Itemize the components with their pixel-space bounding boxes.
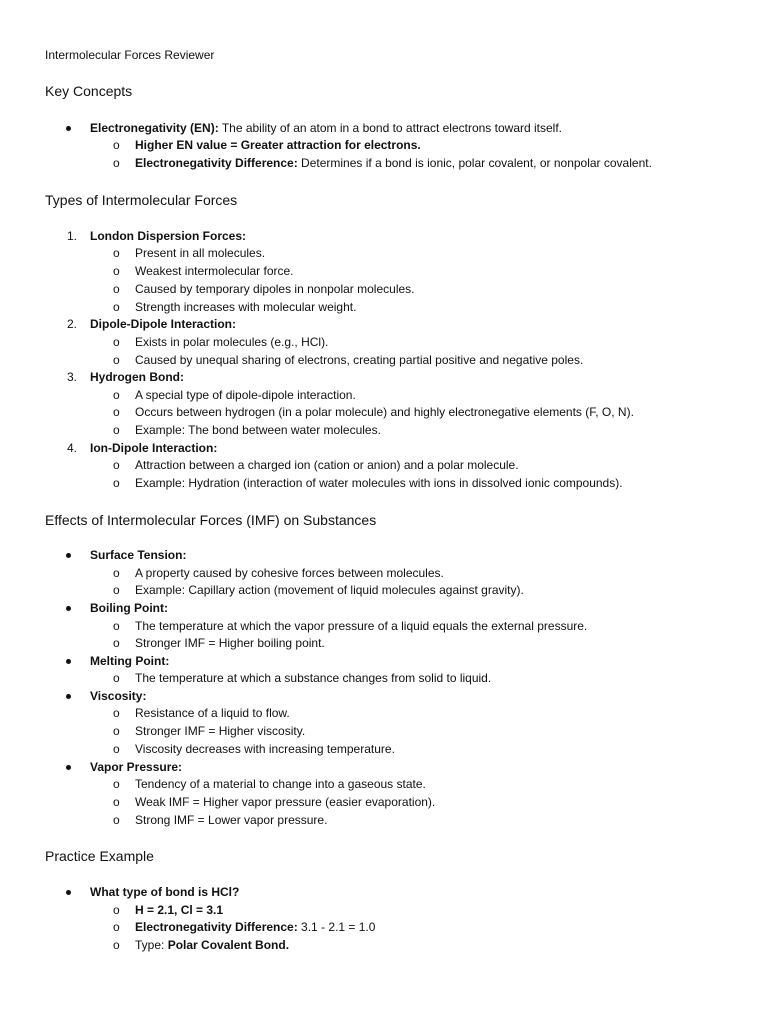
sub-bullet-icon: o [113, 246, 120, 260]
list-item-vapor-pressure: Vapor Pressure: [90, 760, 183, 774]
list-item-surface-tension: Surface Tension: [90, 548, 187, 562]
bullet-icon [66, 765, 71, 770]
list-item: Strong IMF = Lower vapor pressure. [135, 813, 328, 827]
heading-key-concepts: Key Concepts [45, 83, 133, 99]
heading-types-imf: Types of Intermolecular Forces [45, 192, 238, 208]
list-item-en-difference: Electronegativity Difference: Determines if a bond is ionic, polar covalent, or nonpolar covalent. [135, 156, 652, 170]
sub-bullet-icon: o [113, 706, 120, 720]
list-item-higher-en: Higher EN value = Greater attraction for electrons. [135, 138, 421, 152]
list-number: 4. [67, 441, 78, 455]
list-item: Tendency of a material to change into a gaseous state. [135, 777, 426, 791]
sub-bullet-icon: o [113, 777, 120, 791]
list-item: The temperature at which the vapor pressure of a liquid equals the external pressure. [135, 619, 588, 633]
list-item: The temperature at which a substance changes from solid to liquid. [135, 671, 492, 685]
list-item-question: What type of bond is HCl? [90, 885, 240, 899]
list-item-hydrogen-bond: Hydrogen Bond: [90, 370, 184, 384]
list-item: Stronger IMF = Higher boiling point. [135, 636, 325, 650]
list-item: Attraction between a charged ion (cation or anion) and a polar molecule. [135, 458, 519, 472]
document-title: Intermolecular Forces Reviewer [45, 48, 215, 62]
sub-bullet-icon: o [113, 938, 120, 952]
sub-bullet-icon: o [113, 282, 120, 296]
sub-bullet-icon: o [113, 795, 120, 809]
list-item: Strength increases with molecular weight. [135, 300, 357, 314]
bullet-icon [66, 694, 71, 699]
list-item: Resistance of a liquid to flow. [135, 706, 290, 720]
list-item-bond-type: Type: Polar Covalent Bond. [135, 938, 290, 952]
list-item: Caused by temporary dipoles in nonpolar molecules. [135, 282, 415, 296]
sub-bullet-icon: o [113, 583, 120, 597]
list-item-london: London Dispersion Forces: [90, 229, 247, 243]
list-item-en-difference-calc: Electronegativity Difference: 3.1 - 2.1 = 1.0 [135, 920, 376, 934]
sub-bullet-icon: o [113, 920, 120, 934]
list-number: 3. [67, 370, 78, 384]
list-item-dipole-dipole: Dipole-Dipole Interaction: [90, 317, 237, 331]
sub-bullet-icon: o [113, 671, 120, 685]
sub-bullet-icon: o [113, 423, 120, 437]
sub-bullet-icon: o [113, 566, 120, 580]
list-item: Caused by unequal sharing of electrons, creating partial positive and negative poles. [135, 353, 584, 367]
heading-practice-example: Practice Example [45, 848, 154, 864]
list-item: A property caused by cohesive forces between molecules. [135, 566, 444, 580]
list-number: 2. [67, 317, 78, 331]
list-item: Example: Hydration (interaction of water molecules with ions in dissolved ionic compounds). [135, 476, 623, 490]
list-item: Viscosity decreases with increasing temperature. [135, 742, 395, 756]
list-number: 1. [67, 229, 78, 243]
sub-bullet-icon: o [113, 636, 120, 650]
sub-bullet-icon: o [113, 138, 120, 152]
bullet-icon [66, 659, 71, 664]
list-item-en-values: H = 2.1, Cl = 3.1 [135, 903, 224, 917]
sub-bullet-icon: o [113, 813, 120, 827]
sub-bullet-icon: o [113, 300, 120, 314]
list-item-viscosity: Viscosity: [90, 689, 147, 703]
list-item: Stronger IMF = Higher viscosity. [135, 724, 306, 738]
list-item: Weakest intermolecular force. [135, 264, 294, 278]
list-item: Occurs between hydrogen (in a polar molecule) and highly electronegative elements (F, O, N). [135, 405, 634, 419]
list-item: Weak IMF = Higher vapor pressure (easier evaporation). [135, 795, 436, 809]
sub-bullet-icon: o [113, 388, 120, 402]
list-item-electronegativity: Electronegativity (EN): The ability of an atom in a bond to attract electrons toward itself. [90, 121, 562, 135]
list-item: Example: The bond between water molecules. [135, 423, 381, 437]
bullet-icon [66, 606, 71, 611]
sub-bullet-icon: o [113, 458, 120, 472]
sub-bullet-icon: o [113, 405, 120, 419]
bullet-icon [66, 126, 71, 131]
sub-bullet-icon: o [113, 156, 120, 170]
sub-bullet-icon: o [113, 619, 120, 633]
list-item-melting-point: Melting Point: [90, 654, 170, 668]
sub-bullet-icon: o [113, 903, 120, 917]
sub-bullet-icon: o [113, 264, 120, 278]
sub-bullet-icon: o [113, 724, 120, 738]
bullet-icon [66, 553, 71, 558]
list-item: Present in all molecules. [135, 246, 266, 260]
list-item-boiling-point: Boiling Point: [90, 601, 168, 615]
sub-bullet-icon: o [113, 335, 120, 349]
heading-effects-imf: Effects of Intermolecular Forces (IMF) on Substances [45, 512, 377, 528]
list-item: Example: Capillary action (movement of liquid molecules against gravity). [135, 583, 524, 597]
sub-bullet-icon: o [113, 742, 120, 756]
sub-bullet-icon: o [113, 476, 120, 490]
list-item: Exists in polar molecules (e.g., HCl). [135, 335, 329, 349]
list-item-ion-dipole: Ion-Dipole Interaction: [90, 441, 218, 455]
sub-bullet-icon: o [113, 353, 120, 367]
list-item: A special type of dipole-dipole interaction. [135, 388, 356, 402]
bullet-icon [66, 890, 71, 895]
